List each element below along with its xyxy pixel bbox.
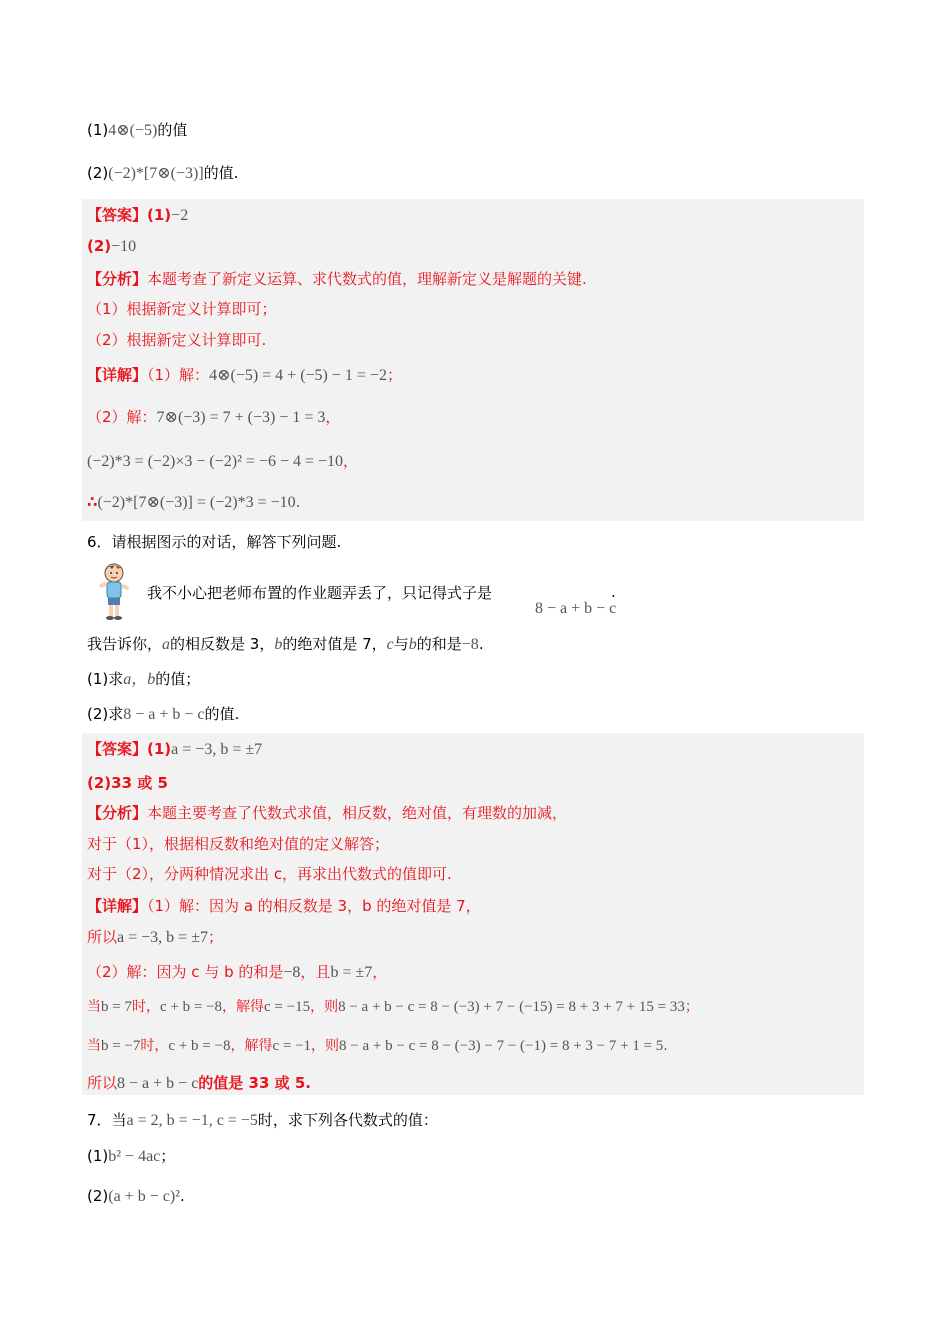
detail1-expression: 4⊗(−5) = 4 + (−5) − 1 = −2 bbox=[209, 367, 387, 384]
analysis-text: 本题主要考查了代数式求值，相反数，绝对值，有理数的加减， bbox=[147, 804, 568, 822]
case2-equation: c + b = −8 bbox=[168, 1038, 231, 1054]
q6-part1 bbox=[87, 669, 200, 690]
q6-speech-expression: 8 − a + b − c bbox=[535, 600, 617, 617]
q5-analysis-step2: （2）根据新定义计算即可. bbox=[87, 331, 267, 349]
answer-tag: 【答案】 bbox=[87, 740, 148, 758]
q6-part1-label: (1)求 bbox=[87, 670, 124, 688]
detail3-prefix: （2）解：因为 c 与 b 的和是 bbox=[87, 963, 284, 981]
q6-given-with: 与 bbox=[393, 635, 409, 653]
q6-given-intro: 我告诉你， bbox=[87, 635, 163, 653]
therefore-symbol: ∴ bbox=[87, 493, 98, 511]
detail2-end: ； bbox=[207, 928, 223, 946]
q7-part1-label: (1) bbox=[87, 1147, 109, 1165]
q5-detail1 bbox=[87, 365, 402, 386]
case2-condition: b = −7 bbox=[101, 1038, 141, 1054]
q6-part2 bbox=[87, 704, 239, 725]
final-tail: 的值是 33 或 5. bbox=[198, 1074, 311, 1092]
answer1-value: −2 bbox=[171, 207, 189, 224]
case1-c-value: c = −15 bbox=[264, 999, 311, 1015]
q6-answer-line1 bbox=[87, 739, 262, 760]
var-b-2: b bbox=[408, 636, 417, 653]
case2-time: 时， bbox=[140, 1038, 169, 1054]
q6-analysis-step1: 对于（1），根据相反数和绝对值的定义解答； bbox=[87, 835, 390, 853]
q6-given-b: 的绝对值是 7， bbox=[282, 635, 387, 653]
q6-detail3 bbox=[87, 962, 387, 983]
case1-solve: ，解得 bbox=[222, 999, 265, 1015]
detail-tag: 【详解】 bbox=[87, 366, 148, 384]
q6-given-sum: 的和是 bbox=[416, 635, 462, 653]
var-c: c bbox=[386, 636, 394, 653]
q7-title-tail: 时，求下列各代数式的值： bbox=[257, 1111, 438, 1129]
answer1-label: (1) bbox=[147, 740, 172, 758]
q5-answer-line1 bbox=[87, 205, 188, 226]
detail2-expression: 7⊗(−3) = 7 + (−3) − 1 = 3 bbox=[156, 409, 326, 426]
q6-case2 bbox=[87, 1036, 668, 1056]
q6-given-a: 的相反数是 3， bbox=[170, 635, 275, 653]
detail1-text: （1）解：因为 a 的相反数是 3，b 的绝对值是 7， bbox=[147, 897, 481, 915]
q5-detail4 bbox=[87, 492, 300, 513]
q6-given-value: −8 bbox=[461, 636, 479, 653]
q6-detail2 bbox=[87, 927, 223, 948]
detail2-end: ， bbox=[325, 408, 341, 426]
answer1-label: (1) bbox=[147, 206, 172, 224]
q5-answer-line2 bbox=[87, 236, 136, 257]
q6-speech-expr-line bbox=[535, 598, 616, 619]
detail4-end: . bbox=[295, 493, 301, 511]
q7-part1-expression: b² − 4ac bbox=[108, 1148, 161, 1165]
answer-tag: 【答案】 bbox=[87, 206, 148, 224]
q6-analysis-step2: 对于（2），分两种情况求出 c，再求出代数式的值即可. bbox=[87, 865, 452, 883]
detail2-prefix: （2）解： bbox=[87, 408, 157, 426]
case2-calculation: 8 − a + b − c = 8 − (−3) − 7 − (−1) = 8 + 3 − 7 + 1 = 5 bbox=[339, 1038, 664, 1054]
q6-analysis bbox=[87, 803, 567, 823]
q6-part1-tail: 的值； bbox=[155, 670, 201, 688]
answer1-value: a = −3, b = ±7 bbox=[171, 741, 263, 758]
detail3-expression: b = ±7 bbox=[330, 964, 373, 981]
detail4-expression: (−2)*[7⊗(−3)] = (−2)*3 = −10 bbox=[97, 494, 296, 511]
case2-solve: ，解得 bbox=[230, 1038, 273, 1054]
boy-illustration bbox=[94, 561, 134, 621]
var-a: a bbox=[162, 636, 171, 653]
detail1-end: ； bbox=[386, 366, 402, 384]
q6-speech-end: . bbox=[611, 583, 616, 601]
q7-part1 bbox=[87, 1146, 175, 1167]
detail3-expression: (−2)*3 = (−2)×3 − (−2)² = −6 − 4 = −10 bbox=[87, 453, 344, 470]
q5-detail3 bbox=[87, 451, 358, 472]
q7-title-expression: a = 2, b = −1, c = −5 bbox=[126, 1112, 258, 1129]
q6-final bbox=[87, 1073, 311, 1094]
q6-speech bbox=[147, 583, 492, 603]
q6-detail1 bbox=[87, 896, 481, 916]
q6-part2-tail: 的值. bbox=[204, 705, 240, 723]
q7-part1-end: ； bbox=[160, 1147, 176, 1165]
q6-part2-label: (2)求 bbox=[87, 705, 124, 723]
answer2-value: −10 bbox=[111, 238, 137, 255]
q6-given bbox=[87, 634, 484, 655]
case1-condition: b = 7 bbox=[101, 999, 132, 1015]
case1-when: 当 bbox=[87, 999, 101, 1015]
analysis-text: 本题考查了新定义运算、求代数式的值，理解新定义是解题的关键. bbox=[147, 270, 587, 288]
case2-end: . bbox=[663, 1038, 668, 1054]
detail3-end: ， bbox=[372, 963, 388, 981]
analysis-tag: 【分析】 bbox=[87, 804, 148, 822]
case2-when: 当 bbox=[87, 1038, 101, 1054]
final-prefix: 所以 bbox=[87, 1074, 118, 1092]
q6-part1-expression: a，b bbox=[123, 671, 156, 688]
q5-part2-tail: 的值. bbox=[203, 164, 239, 182]
case1-calculation: 8 − a + b − c = 8 − (−3) + 7 − (−15) = 8 + 3 + 7 + 15 = 33 bbox=[338, 999, 685, 1015]
q5-part2-label: (2) bbox=[87, 164, 109, 182]
q7-part2-label: (2) bbox=[87, 1187, 109, 1205]
q7-title bbox=[87, 1110, 438, 1131]
detail3-value: −8 bbox=[283, 964, 301, 981]
q5-answer-box bbox=[82, 199, 864, 521]
case2-c-value: c = −1 bbox=[272, 1038, 312, 1054]
q5-part1-label: (1) bbox=[87, 121, 109, 139]
q5-part1-expression: 4⊗(−5) bbox=[108, 122, 158, 139]
case1-end: ； bbox=[684, 999, 699, 1015]
analysis-tag: 【分析】 bbox=[87, 270, 148, 288]
q6-part2-expression: 8 − a + b − c bbox=[123, 706, 205, 723]
detail2-prefix: 所以 bbox=[87, 928, 118, 946]
final-expression: 8 − a + b − c bbox=[117, 1075, 199, 1092]
q6-speech-text: 我不小心把老师布置的作业题弄丢了，只记得式子是 bbox=[147, 584, 493, 602]
detail3-mid: ，且 bbox=[300, 963, 331, 981]
q7-title-prefix: 7．当 bbox=[87, 1111, 127, 1129]
q5-part1-tail: 的值 bbox=[157, 121, 188, 139]
q5-part2-expression: (−2)*[7⊗(−3)] bbox=[108, 165, 204, 182]
q5-detail2 bbox=[87, 407, 340, 428]
q6-case1 bbox=[87, 997, 699, 1017]
q5-part2 bbox=[87, 163, 238, 184]
q7-part2-expression: (a + b − c)² bbox=[108, 1188, 180, 1205]
detail1-prefix: （1）解： bbox=[147, 366, 210, 384]
q7-part2 bbox=[87, 1186, 185, 1207]
answer2-label: (2) bbox=[87, 237, 112, 255]
case2-then: ，则 bbox=[311, 1038, 340, 1054]
q6-answer-line2: (2)33 或 5 bbox=[87, 774, 168, 792]
q5-analysis bbox=[87, 269, 587, 289]
case1-equation: c + b = −8 bbox=[159, 999, 223, 1015]
q5-analysis-step1: （1）根据新定义计算即可； bbox=[87, 300, 277, 318]
case1-time: 时， bbox=[131, 999, 160, 1015]
var-b: b bbox=[274, 636, 283, 653]
q5-part1 bbox=[87, 120, 187, 141]
q7-part2-end: . bbox=[179, 1187, 185, 1205]
case1-then: ，则 bbox=[310, 999, 339, 1015]
q6-title: 6．请根据图示的对话，解答下列问题. bbox=[87, 533, 342, 551]
q6-given-end: . bbox=[478, 635, 484, 653]
detail3-end: ， bbox=[343, 452, 359, 470]
detail-tag: 【详解】 bbox=[87, 897, 148, 915]
detail2-expression: a = −3, b = ±7 bbox=[117, 929, 208, 946]
